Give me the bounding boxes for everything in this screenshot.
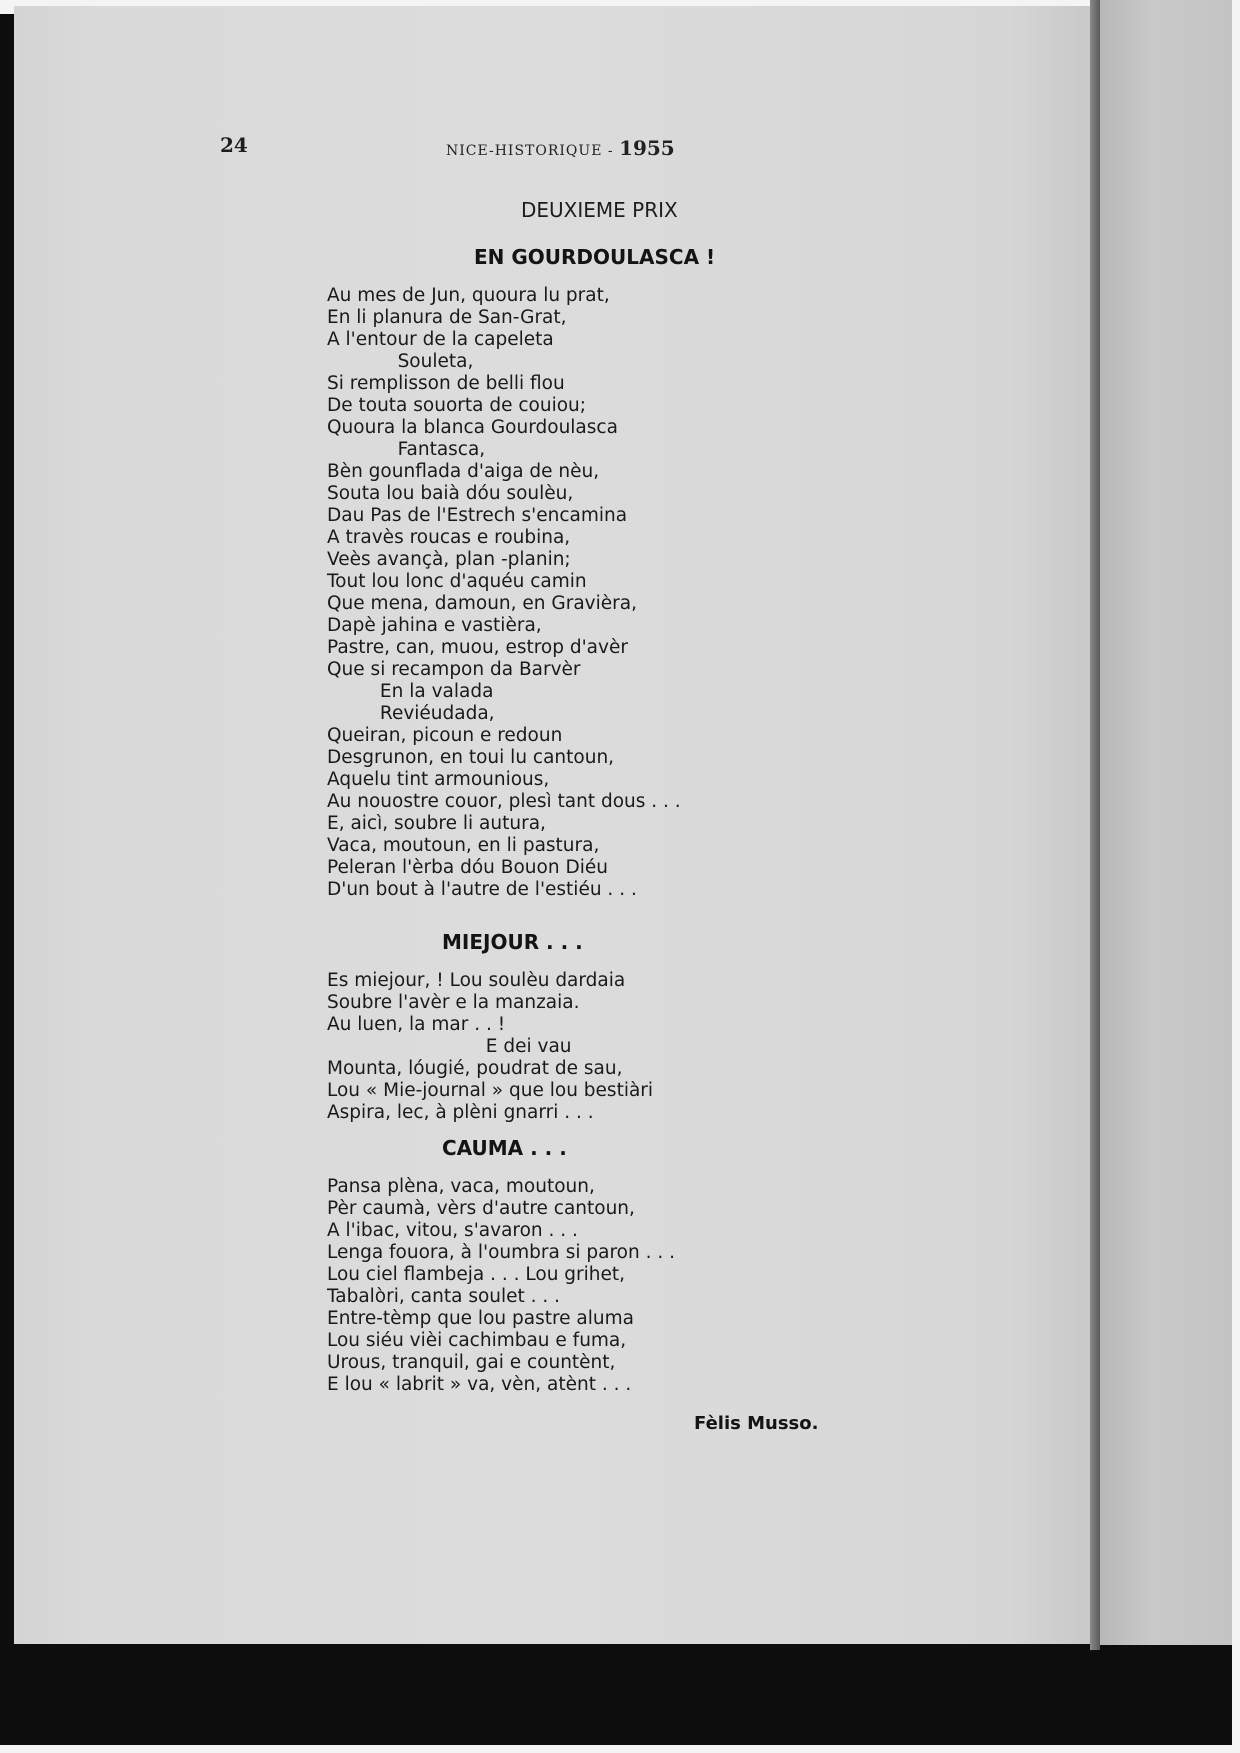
poem-line: Quoura la blanca Gourdoulasca bbox=[327, 417, 618, 438]
poem-line: Souleta, bbox=[327, 351, 474, 372]
page-number: 24 bbox=[220, 133, 248, 157]
poem-stanza-1 bbox=[327, 285, 681, 901]
poem-stanza-2 bbox=[327, 970, 653, 1124]
poem-line: Peleran l'èrba dóu Bouon Diéu bbox=[327, 857, 608, 878]
poem-line: Au mes de Jun, quoura lu prat, bbox=[327, 285, 610, 306]
scan-border-right bbox=[1232, 0, 1240, 1753]
poem-line: Mounta, lóugié, poudrat de sau, bbox=[327, 1058, 623, 1079]
poem-line: Lenga fouora, à l'oumbra si paron . . . bbox=[327, 1242, 675, 1263]
poem-line: Que si recampon da Barvèr bbox=[327, 659, 581, 680]
poem-line: Aspira, lec, à plèni gnarri . . . bbox=[327, 1102, 594, 1123]
poem-line: Lou ciel flambeja . . . Lou grihet, bbox=[327, 1264, 626, 1285]
poem-line: Soubre l'avèr e la manzaia. bbox=[327, 992, 580, 1013]
journal-name: NICE-HISTORIQUE bbox=[446, 143, 603, 159]
poem-line: Aquelu tint armounious, bbox=[327, 769, 550, 790]
poem-line: Desgrunon, en toui lu cantoun, bbox=[327, 747, 615, 768]
poem-line: De touta souorta de couiou; bbox=[327, 395, 586, 416]
running-header bbox=[446, 136, 675, 160]
poem-line: En li planura de San-Grat, bbox=[327, 307, 567, 328]
poem-line: Queiran, picoun e redoun bbox=[327, 725, 563, 746]
poem-line: Au nouostre couor, plesì tant dous . . . bbox=[327, 791, 681, 812]
section-title-miejour: MIEJOUR . . . bbox=[442, 930, 583, 954]
poem-line: Dau Pas de l'Estrech s'encamina bbox=[327, 505, 628, 526]
poem-line: Es miejour, ! Lou soulèu dardaia bbox=[327, 970, 626, 991]
poem-line: A l'entour de la capeleta bbox=[327, 329, 554, 350]
poem-line: Urous, tranquil, gai e countènt, bbox=[327, 1352, 616, 1373]
poem-line: Reviéudada, bbox=[327, 703, 495, 724]
poem-line: E, aicì, soubre li autura, bbox=[327, 813, 546, 834]
poem-stanza-3 bbox=[327, 1176, 675, 1396]
prize-heading: DEUXIEME PRIX bbox=[521, 198, 678, 222]
poem-title: EN GOURDOULASCA ! bbox=[474, 245, 716, 269]
facing-page-edge bbox=[1100, 0, 1232, 1645]
header-year: 1955 bbox=[619, 136, 675, 160]
poem-line: Si remplisson de belli flou bbox=[327, 373, 565, 394]
poem-line: Pastre, can, muou, estrop d'avèr bbox=[327, 637, 628, 658]
poem-line: E lou « labrit » va, vèn, atènt . . . bbox=[327, 1374, 632, 1395]
book-spine-shadow bbox=[1090, 0, 1100, 1650]
poem-line: Fantasca, bbox=[327, 439, 486, 460]
poem-line: E dei vau bbox=[327, 1036, 572, 1057]
poem-line: Pèr caumà, vèrs d'autre cantoun, bbox=[327, 1198, 635, 1219]
header-separator: - bbox=[607, 143, 614, 159]
poem-line: Au luen, la mar . . ! bbox=[327, 1014, 506, 1035]
poem-line: Pansa plèna, vaca, moutoun, bbox=[327, 1176, 595, 1197]
poem-line: Lou « Mie-journal » que lou bestiàri bbox=[327, 1080, 654, 1101]
poem-line: Vaca, moutoun, en li pastura, bbox=[327, 835, 600, 856]
poem-line: Entre-tèmp que lou pastre aluma bbox=[327, 1308, 634, 1329]
poem-line: D'un bout à l'autre de l'estiéu . . . bbox=[327, 879, 637, 900]
scan-border-bottom bbox=[0, 1745, 1240, 1753]
poem-line: Que mena, damoun, en Gravièra, bbox=[327, 593, 637, 614]
poem-line: A travès roucas e roubina, bbox=[327, 527, 571, 548]
poem-line: Veès avançà, plan -planin; bbox=[327, 549, 571, 570]
author-signature: Fèlis Musso. bbox=[694, 1413, 819, 1434]
poem-line: Bèn gounflada d'aiga de nèu, bbox=[327, 461, 600, 482]
poem-line: Tout lou lonc d'aquéu camin bbox=[327, 571, 587, 592]
poem-line: Tabalòri, canta soulet . . . bbox=[327, 1286, 561, 1307]
section-title-cauma: CAUMA . . . bbox=[442, 1136, 567, 1160]
poem-line: Dapè jahina e vastièra, bbox=[327, 615, 542, 636]
poem-line: Lou siéu vièi cachimbau e fuma, bbox=[327, 1330, 627, 1351]
poem-line: En la valada bbox=[327, 681, 494, 702]
poem-line: A l'ibac, vitou, s'avaron . . . bbox=[327, 1220, 578, 1241]
poem-line: Souta lou baià dóu soulèu, bbox=[327, 483, 574, 504]
